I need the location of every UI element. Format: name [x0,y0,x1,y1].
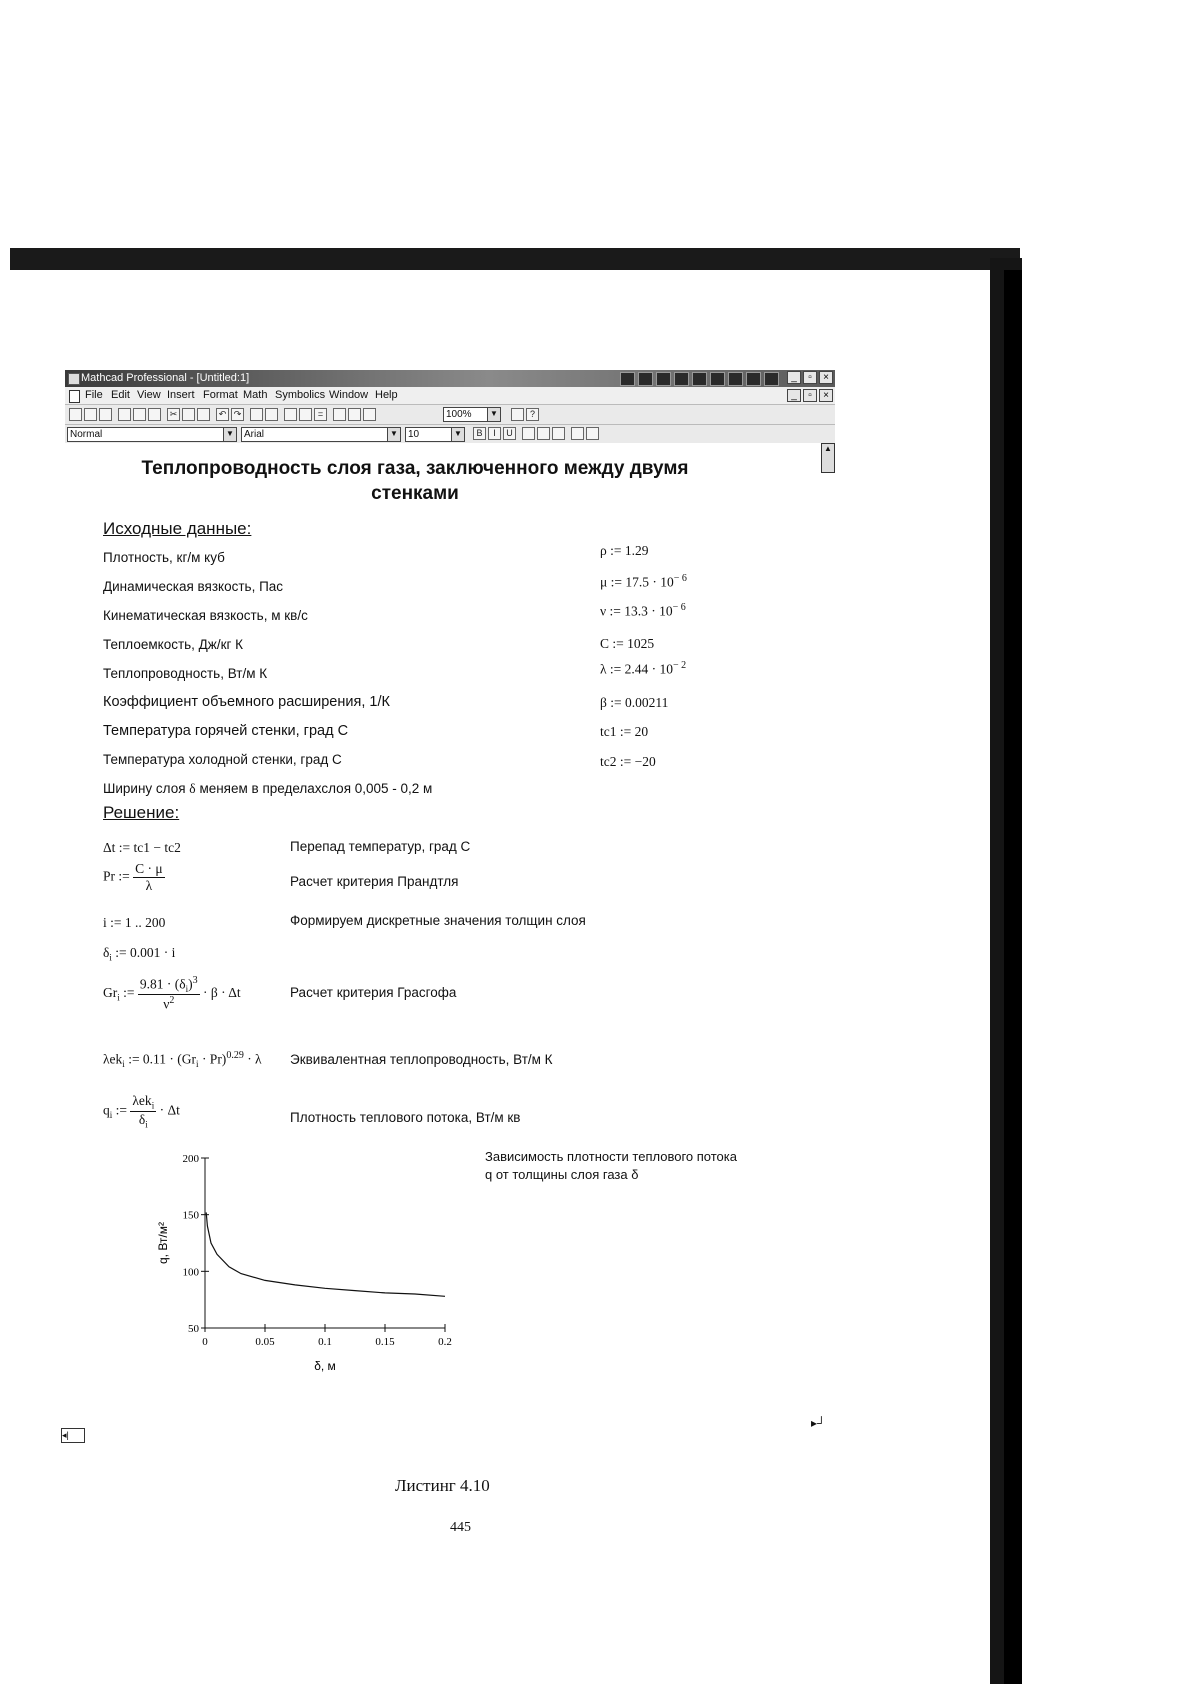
var-name: λ [600,661,607,677]
scan-border-top [10,248,1020,270]
input-label: Кинематическая вязкость, м кв/с [103,608,308,623]
q-description: Плотность теплового потока, Вт/м кв [290,1110,521,1125]
dt-description: Перепад температур, град С [290,839,471,854]
chart-caption: Зависимость плотности теплового потока q от толщины слоя газа δ [485,1149,737,1182]
var-name: C [600,636,610,651]
dt-expression[interactable]: Δt := tc1 − tc2 [103,840,181,855]
menu-help[interactable]: Help [375,389,398,401]
input-value-c[interactable]: C := 1025 [600,636,655,651]
insert-unit-icon[interactable] [299,408,312,421]
menu-symbolics[interactable]: Symbolics [275,389,326,401]
doc-restore-button[interactable]: ▫ [803,389,817,402]
x-tick-label: 0.15 [375,1336,395,1348]
heat-flux-chart[interactable] [145,1133,485,1383]
chevron-down-icon[interactable]: ▼ [451,428,464,441]
lek-description: Эквивалентная теплопроводность, Вт/м К [290,1052,553,1067]
input-value-rho[interactable]: ρ := 1.29 [600,543,649,558]
align-icon[interactable] [250,408,263,421]
input-value-mu[interactable]: μ := $17.5 \cdot 10^{- 6}$ [600,573,687,590]
pr-expression[interactable] [103,861,165,894]
var-exponent: − 6 [672,602,686,613]
vertical-scrollbar[interactable] [821,443,835,483]
menu-bar [65,387,835,404]
pr-denominator: λ [145,878,153,893]
input-label: Коэффициент объемного расширения, 1/К [103,694,390,710]
resize-grip-icon[interactable]: ▸┘ [811,1416,826,1430]
q-denominator: δ [138,1111,146,1127]
y-axis-label: q, Вт/м² [156,1221,170,1265]
var-value: 1025 [627,636,655,651]
gr-lhs: Gr [103,984,118,1000]
q-tail: · Δt [159,1102,180,1118]
scroll-up-icon[interactable]: ▲ [821,443,835,473]
font-select[interactable] [241,427,401,442]
input-value-nu[interactable]: ν := $13.3 \cdot 10^{- 6}$ [600,602,686,619]
copy-icon[interactable] [182,408,195,421]
x-axis-label: δ, м [314,1359,336,1373]
tray-icon[interactable] [656,372,671,386]
input-value-tc1[interactable]: tc1 := 20 [600,724,649,739]
pr-lhs: Pr := [103,868,130,884]
underline-icon[interactable]: U [503,427,516,440]
page-title: Теплопроводность слоя газа, заключенного между двумя стенками [141,458,689,504]
input-label: Температура холодной стенки, град С [103,752,342,767]
menu-file[interactable]: File [85,389,103,401]
doc-close-button[interactable]: × [819,389,833,402]
input-label: Плотность, кг/м куб [103,550,225,565]
width-note-range: меняем в пределахслоя 0,005 - 0,2 м [199,781,433,796]
q-numerator: λek [132,1093,152,1108]
var-name: tc1 [600,724,617,739]
lek-exponent: 0.29 [226,1050,244,1061]
scan-border-right-inner [1004,270,1022,1684]
var-value: −20 [634,754,656,769]
print-preview-icon[interactable] [133,408,146,421]
resource-center-icon[interactable] [511,408,524,421]
var-value: 13.3 · 10 [624,603,673,619]
menu-insert[interactable]: Insert [167,389,195,401]
tray-icon[interactable] [764,372,779,386]
var-exponent: − 6 [673,573,687,584]
redo-icon[interactable]: ↷ [231,408,244,421]
var-name: ν [600,603,607,619]
input-label: Температура горячей стенки, град С [103,723,349,739]
worksheet[interactable] [65,443,835,1428]
menu-view[interactable]: View [137,389,161,401]
zoom-select[interactable] [443,407,501,422]
align-left-icon[interactable] [522,427,535,440]
open-icon[interactable] [84,408,97,421]
input-label: Динамическая вязкость, Пас [103,579,284,594]
taskbar-icons [620,372,779,386]
lek-rhs: := 0.11 · (Gr [128,1051,197,1067]
close-button[interactable]: × [819,371,833,384]
q-expression[interactable]: $q_i$ := $\frac{\lambda ek_i}{\delta_i}$ · Δt [103,1093,180,1130]
input-value-tc2[interactable]: tc2 := −20 [600,754,656,769]
x-tick-label: 0.05 [255,1336,275,1348]
x-tick-label: 0 [202,1336,208,1348]
run-icon[interactable] [363,408,376,421]
var-name: ρ [600,543,607,558]
restore-button[interactable]: ▫ [803,371,817,384]
var-name: β [600,695,607,710]
font-size-select[interactable] [405,427,465,442]
document-icon[interactable] [69,390,80,403]
insert-function-icon[interactable] [284,408,297,421]
tray-icon[interactable] [692,372,707,386]
y-tick-label: 150 [182,1209,199,1222]
page-number: 445 [450,1520,471,1535]
lek-expression[interactable]: λek$_i$ := $0.11 \cdot (Gr_i \cdot Pr)^{0.29} \cdot \lambda$ [103,1050,262,1070]
y-tick-label: 200 [182,1153,199,1165]
var-exponent: − 2 [673,660,687,671]
gr-numerator: 9.81 · (δ [139,976,186,992]
var-value: 0.00211 [625,695,669,710]
tray-icon[interactable] [728,372,743,386]
minimize-button[interactable]: _ [787,371,801,384]
x-tick-label: 0.2 [438,1336,452,1348]
width-note-symbol: δ [189,781,196,796]
menu-format[interactable]: Format [203,389,238,401]
spell-check-icon[interactable] [148,408,161,421]
window-title: Mathcad Professional - [Untitled:1] [81,372,250,384]
delta-expression[interactable]: $\delta_i$ := 0.001 · i [103,945,176,963]
font-size-value: 10 [408,429,420,440]
var-name: μ [600,574,608,590]
doc-minimize-button[interactable]: _ [787,389,801,402]
width-note-text: Ширину слоя [103,781,186,796]
help-icon[interactable]: ? [526,408,539,421]
tray-icon[interactable] [620,372,635,386]
lek-mid: · Pr) [198,1051,227,1067]
input-value-lambda[interactable]: λ := $2.44 \cdot 10^{- 2}$ [600,660,687,677]
gr-denominator: ν [163,996,170,1012]
menu-edit[interactable]: Edit [111,389,130,401]
chevron-down-icon[interactable]: ▼ [387,428,400,441]
component-wizard-icon[interactable] [348,408,361,421]
bold-icon[interactable]: B [473,427,486,440]
gr-tail: · β · Δt [203,984,241,1000]
standard-toolbar [65,404,835,425]
chevron-down-icon[interactable]: ▼ [487,408,500,421]
chevron-down-icon[interactable]: ▼ [223,428,236,441]
var-value: 17.5 · 10 [625,574,674,590]
zoom-value: 100% [446,409,472,420]
new-icon[interactable] [69,408,82,421]
i-description: Формируем дискретные значения толщин слоя [290,913,586,928]
gr-description: Расчет критерия Грасгофа [290,985,457,1000]
input-label: Теплопроводность, Вт/м К [103,666,268,681]
listing-caption-text: Листинг 4.10 [395,1476,490,1495]
save-icon[interactable] [99,408,112,421]
delta-var: δ [103,945,110,960]
delta-rhs: := 0.001 · i [115,945,176,960]
q-lhs: q [103,1102,110,1118]
input-value-beta[interactable]: β := 0.00211 [600,695,669,710]
var-value: 2.44 · 10 [624,661,674,677]
var-value: 1.29 [624,543,649,558]
i-expression[interactable]: i := 1 .. 200 [103,915,166,930]
pr-numerator: C · μ [135,861,163,876]
print-icon[interactable] [118,408,131,421]
series-line [206,1212,445,1296]
gr-expression[interactable]: $Gr_i$ := $\frac{9.81 \cdot (\delta_i)^3}{\nu^2}$ · β · Δt [103,975,241,1012]
insert-hyperlink-icon[interactable] [333,408,346,421]
scroll-left-icon[interactable]: ◂| [61,1428,85,1443]
align-center-icon[interactable] [537,427,550,440]
mathcad-app-icon [68,373,80,385]
undo-icon[interactable]: ↶ [216,408,229,421]
var-name: tc2 [600,754,617,769]
tray-icon[interactable] [674,372,689,386]
tray-icon[interactable] [710,372,725,386]
solution-heading: Решение: [103,803,180,822]
italic-icon[interactable]: I [488,427,501,440]
paste-icon[interactable] [197,408,210,421]
style-select[interactable] [67,427,237,442]
bullets-icon[interactable] [571,427,584,440]
width-note [103,781,432,797]
tray-icon[interactable] [746,372,761,386]
font-value: Arial [244,429,265,440]
mathcad-window [62,370,835,1440]
title-bar [65,370,835,387]
tray-icon[interactable] [638,372,653,386]
numbering-icon[interactable] [586,427,599,440]
formatting-toolbar [65,424,835,445]
inputs-heading: Исходные данные: [103,519,252,538]
x-tick-label: 0.1 [318,1336,332,1348]
style-value: Normal [70,429,103,440]
align-right-icon[interactable] [552,427,565,440]
cut-icon[interactable]: ✂ [167,408,180,421]
status-bar [62,1416,835,1442]
calculate-icon[interactable]: = [314,408,327,421]
y-tick-label: 50 [188,1323,199,1335]
input-label: Теплоемкость, Дж/кг К [103,637,244,652]
y-tick-label: 100 [182,1266,199,1279]
menu-window[interactable]: Window [329,389,369,401]
pr-description: Расчет критерия Прандтля [290,874,459,889]
lek-lhs: λek [103,1051,123,1067]
var-value: 20 [634,724,649,739]
lek-tail: · λ [247,1051,262,1067]
menu-math[interactable]: Math [243,389,268,401]
align-down-icon[interactable] [265,408,278,421]
